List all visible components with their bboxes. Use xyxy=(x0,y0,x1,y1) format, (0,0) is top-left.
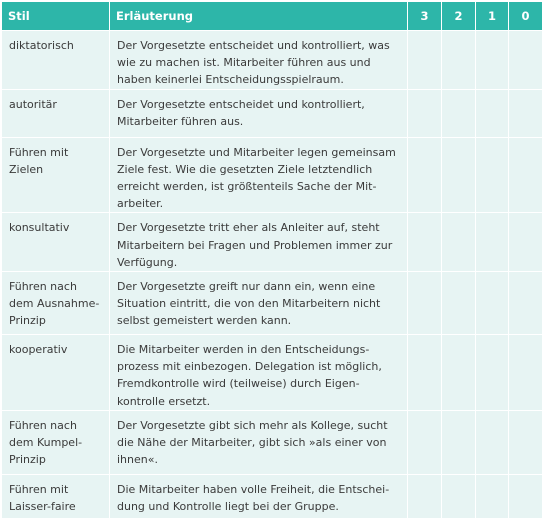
table-row xyxy=(2,335,543,411)
explanation-cell xyxy=(110,335,408,411)
explanation-line: selbst gemeistert werden kann. xyxy=(117,314,292,328)
style-name-cell xyxy=(2,411,110,475)
score-cell-3[interactable] xyxy=(408,272,442,335)
score-cell-3[interactable] xyxy=(408,475,442,519)
style-name-line: Prinzip xyxy=(9,314,46,328)
explanation-line: haben keinerlei Entscheidungsspielraum. xyxy=(117,73,344,87)
explanation-line: arbeiter. xyxy=(117,197,164,211)
table-row xyxy=(2,213,543,272)
score-cell-0[interactable] xyxy=(509,475,543,519)
explanation-line: Die Mitarbeiter haben volle Freiheit, die Entschei- xyxy=(117,483,390,497)
header-score-1: 1 xyxy=(476,2,509,31)
explanation-line: Der Vorgesetzte entscheidet und kontrolliert, xyxy=(117,97,365,111)
score-cell-2[interactable] xyxy=(442,213,476,272)
style-name-line: Prinzip xyxy=(9,453,46,467)
header-stil: Stil xyxy=(2,2,110,31)
score-cell-2[interactable] xyxy=(442,335,476,411)
style-name-cell xyxy=(2,213,110,272)
score-cell-1[interactable] xyxy=(476,475,509,519)
score-cell-1[interactable] xyxy=(476,89,509,137)
score-cell-1[interactable] xyxy=(476,31,509,90)
explanation-cell xyxy=(110,272,408,335)
header-row xyxy=(2,2,543,31)
score-cell-1[interactable] xyxy=(476,411,509,475)
style-name-line: Laisser-faire xyxy=(9,500,76,514)
score-cell-3[interactable] xyxy=(408,31,442,90)
style-name-line: dem Kumpel- xyxy=(9,436,83,450)
explanation-line: erreicht werden, ist größtenteils Sache der Mit- xyxy=(117,180,377,194)
explanation-cell xyxy=(110,213,408,272)
score-cell-2[interactable] xyxy=(442,31,476,90)
explanation-cell xyxy=(110,31,408,90)
explanation-cell xyxy=(110,89,408,137)
explanation-line: prozess mit einbezogen. Delegation ist möglich, xyxy=(117,360,382,374)
header-score-0: 0 xyxy=(509,2,543,31)
style-name-line: konsultativ xyxy=(9,221,70,235)
score-cell-0[interactable] xyxy=(509,272,543,335)
score-cell-1[interactable] xyxy=(476,137,509,213)
score-cell-0[interactable] xyxy=(509,31,543,90)
style-name-cell xyxy=(2,31,110,90)
table-body xyxy=(2,31,543,519)
leadership-styles-table xyxy=(1,1,543,519)
style-name-line: Führen mit xyxy=(9,483,69,497)
explanation-line: Die Mitarbeiter werden in den Entscheidungs- xyxy=(117,343,370,357)
header-score-3: 3 xyxy=(408,2,442,31)
score-cell-1[interactable] xyxy=(476,272,509,335)
explanation-line: Der Vorgesetzte und Mitarbeiter legen gemeinsam xyxy=(117,145,396,159)
score-cell-2[interactable] xyxy=(442,89,476,137)
score-cell-2[interactable] xyxy=(442,137,476,213)
score-cell-1[interactable] xyxy=(476,335,509,411)
score-cell-1[interactable] xyxy=(476,213,509,272)
explanation-line: kontrolle ersetzt. xyxy=(117,394,211,408)
explanation-cell xyxy=(110,475,408,519)
table-row xyxy=(2,411,543,475)
score-cell-2[interactable] xyxy=(442,475,476,519)
table-row xyxy=(2,475,543,519)
style-name-line: Zielen xyxy=(9,162,44,176)
score-cell-0[interactable] xyxy=(509,335,543,411)
style-name-line: dem Ausnahme- xyxy=(9,297,100,311)
score-cell-3[interactable] xyxy=(408,213,442,272)
score-cell-3[interactable] xyxy=(408,137,442,213)
explanation-line: Verfügung. xyxy=(117,255,178,269)
style-name-cell xyxy=(2,89,110,137)
style-name-line: Führen mit xyxy=(9,145,69,159)
table-row xyxy=(2,89,543,137)
explanation-line: ihnen«. xyxy=(117,453,158,467)
explanation-line: Ziele fest. Wie die gesetzten Ziele letztendlich xyxy=(117,162,373,176)
score-cell-0[interactable] xyxy=(509,213,543,272)
style-name-line: diktatorisch xyxy=(9,39,74,52)
explanation-line: Der Vorgesetzte tritt eher als Anleiter auf, steht xyxy=(117,221,380,235)
score-cell-3[interactable] xyxy=(408,335,442,411)
score-cell-0[interactable] xyxy=(509,411,543,475)
table-row xyxy=(2,137,543,213)
table-row xyxy=(2,31,543,90)
score-cell-3[interactable] xyxy=(408,411,442,475)
explanation-line: Mitarbeiter führen aus. xyxy=(117,114,244,128)
explanation-cell xyxy=(110,411,408,475)
style-name-cell xyxy=(2,137,110,213)
score-cell-3[interactable] xyxy=(408,89,442,137)
explanation-line: Der Vorgesetzte greift nur dann ein, wenn eine xyxy=(117,280,376,294)
style-name-line: kooperativ xyxy=(9,343,68,357)
score-cell-2[interactable] xyxy=(442,272,476,335)
style-name-line: Führen nach xyxy=(9,419,77,433)
style-name-cell xyxy=(2,475,110,519)
explanation-line: dung und Kontrolle liegt bei der Gruppe. xyxy=(117,500,339,514)
score-cell-0[interactable] xyxy=(509,137,543,213)
explanation-line: wie zu machen ist. Mitarbeiter führen aus und xyxy=(117,56,371,70)
explanation-line: Mitarbeitern bei Fragen und Problemen immer zur xyxy=(117,238,393,252)
style-name-cell xyxy=(2,335,110,411)
score-cell-0[interactable] xyxy=(509,89,543,137)
score-cell-2[interactable] xyxy=(442,411,476,475)
explanation-cell xyxy=(110,137,408,213)
explanation-line: Situation eintritt, die von den Mitarbeitern nicht xyxy=(117,297,381,311)
style-name-line: Führen nach xyxy=(9,280,77,294)
header-score-2: 2 xyxy=(442,2,476,31)
table-row xyxy=(2,272,543,335)
explanation-line: Der Vorgesetzte entscheidet und kontrolliert, was xyxy=(117,39,390,52)
explanation-line: die Nähe der Mitarbeiter, gibt sich »als einer von xyxy=(117,436,387,450)
style-name-cell xyxy=(2,272,110,335)
explanation-line: Fremdkontrolle wird (teilweise) durch Eigen- xyxy=(117,377,360,391)
style-name-line: autoritär xyxy=(9,97,57,111)
explanation-line: Der Vorgesetzte gibt sich mehr als Kollege, sucht xyxy=(117,419,388,433)
header-erlaeuterung: Erläuterung xyxy=(110,2,408,31)
